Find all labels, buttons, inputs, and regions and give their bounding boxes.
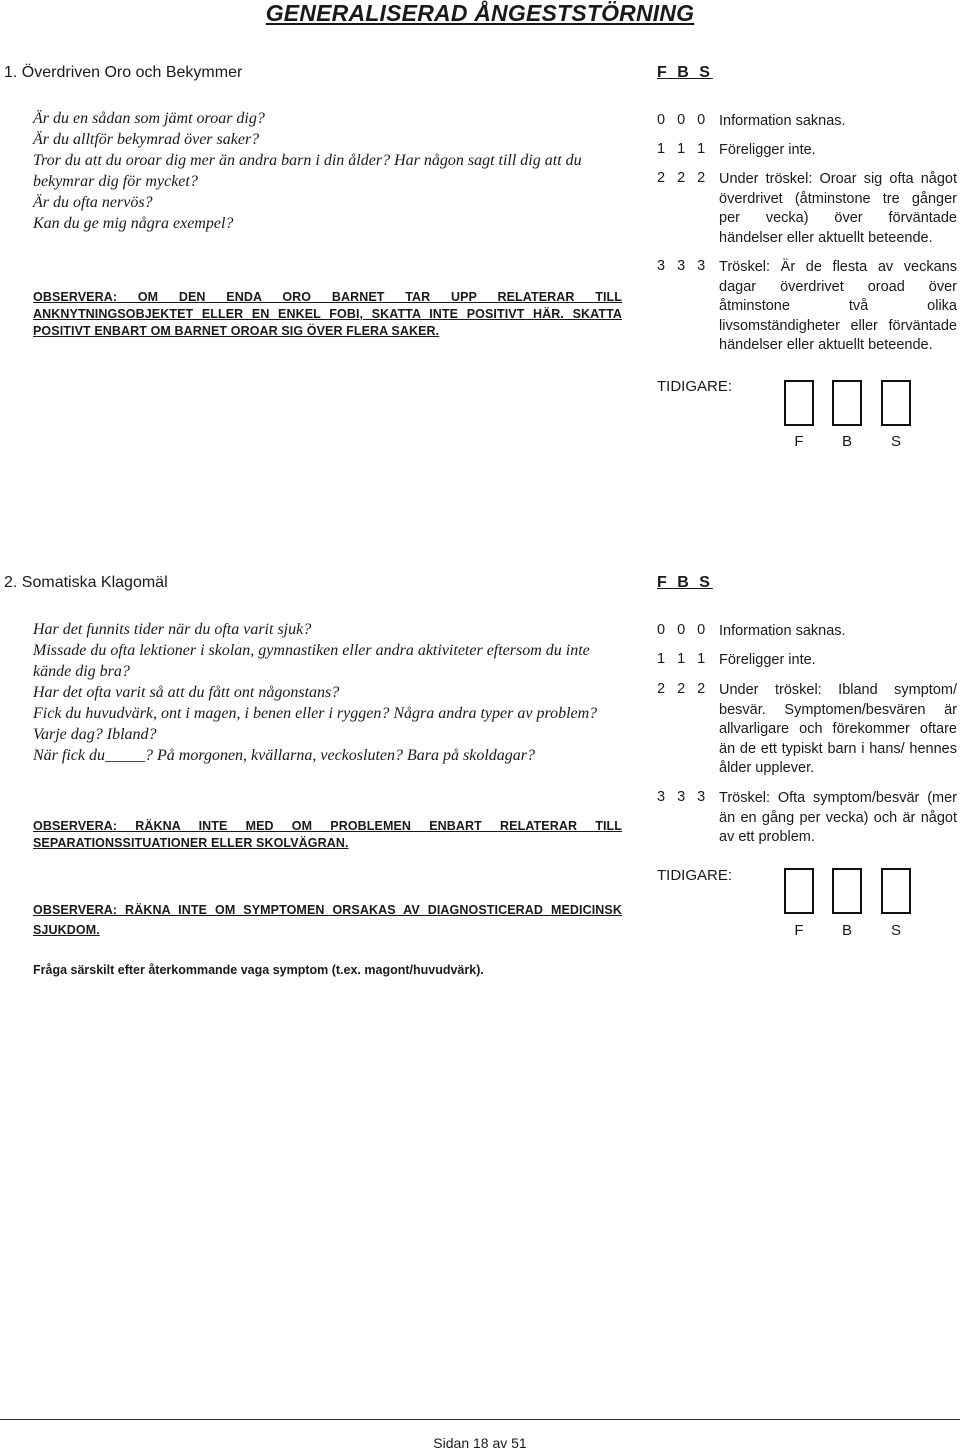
section-2-note-2: [33, 900, 622, 940]
rating-code: 0 0 0: [657, 112, 710, 128]
page-number: Sidan 18 av 51: [433, 1435, 527, 1451]
rating-code: 2 2 2: [657, 681, 710, 697]
observation-note: OBSERVERA: OM DEN ENDA ORO BARNET TAR UPP RELATERAR TILL ANKNYTNINGSOBJEKTET ELLER EN ENKEL FOBI, SKATTA INTE POSITIVT HÄR. SKATTA POSITIVT ENBART OM BARNET OROAR SIG ÖVER FLERA SAKER.: [33, 290, 622, 338]
rating-text: Föreligger inte.: [719, 652, 816, 668]
rating-code: 1 1 1: [657, 651, 710, 667]
checkbox-s[interactable]: [881, 868, 911, 914]
box-label-f: F: [794, 922, 804, 939]
question: När fick du_____? På morgonen, kvällarna, veckosluten? Bara på skoldagar?: [33, 747, 535, 764]
observation-note: OBSERVERA: RÄKNA INTE OM SYMPTOMEN ORSAKAS AV DIAGNOSTICERAD MEDICINSK SJUKDOM.: [33, 903, 622, 937]
rating-text: Tröskel: Är de flesta av veckans dagar överdrivet oroad över åtminstone två olika livsomständigheter eller förväntade händelser eller aktuellt beteende.: [719, 259, 957, 353]
section-2-heading: 2. Somatiska Klagomäl: [4, 574, 168, 591]
box-label-b: B: [841, 922, 852, 939]
checkbox-f[interactable]: [784, 380, 814, 426]
rating-text: Information saknas.: [719, 623, 846, 639]
section-2-fbs-header: F B S: [657, 574, 713, 591]
rating-code: 0 0 0: [657, 622, 710, 638]
box-label-b: B: [841, 433, 852, 450]
rating-code: 3 3 3: [657, 789, 710, 805]
question: Har det ofta varit så att du fått ont någonstans?: [33, 684, 340, 701]
tidigare-label: TIDIGARE:: [657, 867, 733, 884]
question: Kan du ge mig några exempel?: [33, 215, 234, 232]
tidigare-label: TIDIGARE:: [657, 378, 733, 395]
question: Har det funnits tider när du ofta varit sjuk?: [33, 621, 312, 638]
question: Fick du huvudvärk, ont i magen, i benen eller i ryggen? Några andra typer av problem? Varje dag? Ibland?: [33, 705, 598, 743]
section-1-questions: [33, 108, 623, 234]
rating-code: 1 1 1: [657, 141, 710, 157]
question: Är du alltför bekymrad över saker?: [33, 131, 260, 148]
question: Är du en sådan som jämt oroar dig?: [33, 110, 265, 127]
rating-text: Information saknas.: [719, 113, 846, 129]
box-label-s: S: [890, 922, 901, 939]
rating-text: Tröskel: Ofta symptom/besvär (mer än en gång per vecka) och är något av ett problem.: [719, 790, 957, 845]
instruction-note: Fråga särskilt efter återkommande vaga symptom (t.ex. magont/huvudvärk).: [33, 963, 484, 977]
question: Är du ofta nervös?: [33, 194, 153, 211]
section-1-note: [33, 289, 622, 340]
checkbox-b[interactable]: [832, 380, 862, 426]
observation-note: OBSERVERA: RÄKNA INTE MED OM PROBLEMEN ENBART RELATERAR TILL SEPARATIONSSITUATIONER ELLER SKOLVÄGRAN.: [33, 819, 622, 850]
section-2-questions: [33, 619, 623, 766]
checkbox-s[interactable]: [881, 380, 911, 426]
box-label-f: F: [794, 433, 804, 450]
footer-divider: [0, 1419, 960, 1420]
page-title: GENERALISERAD ÅNGESTSTÖRNING: [265, 0, 695, 26]
section-2-extra-note: [33, 962, 633, 979]
checkbox-b[interactable]: [832, 868, 862, 914]
rating-code: 2 2 2: [657, 170, 710, 186]
section-1-fbs-header: F B S: [657, 64, 713, 81]
question: Missade du ofta lektioner i skolan, gymnastiken eller andra aktiviteter eftersom du inte kände dig bra?: [33, 642, 590, 680]
rating-text: Under tröskel: Oroar sig ofta något överdrivet (åtminstone tre gånger per vecka) över förväntade händelser eller aktuellt beteende.: [719, 171, 957, 246]
box-label-s: S: [890, 433, 901, 450]
rating-text: Under tröskel: Ibland symptom/ besvär. Symptomen/besvären är allvarligare och förekommer oftare än de ett typiskt barn i hans/ hennes ålder upplever.: [719, 682, 957, 776]
section-2-note-1: [33, 818, 622, 852]
rating-code: 3 3 3: [657, 258, 710, 274]
section-1-heading: 1. Överdriven Oro och Bekymmer: [4, 64, 243, 81]
checkbox-f[interactable]: [784, 868, 814, 914]
rating-text: Föreligger inte.: [719, 142, 816, 158]
question: Tror du att du oroar dig mer än andra barn i din ålder? Har någon sagt till dig att du bekymrar dig för mycket?: [33, 152, 582, 190]
